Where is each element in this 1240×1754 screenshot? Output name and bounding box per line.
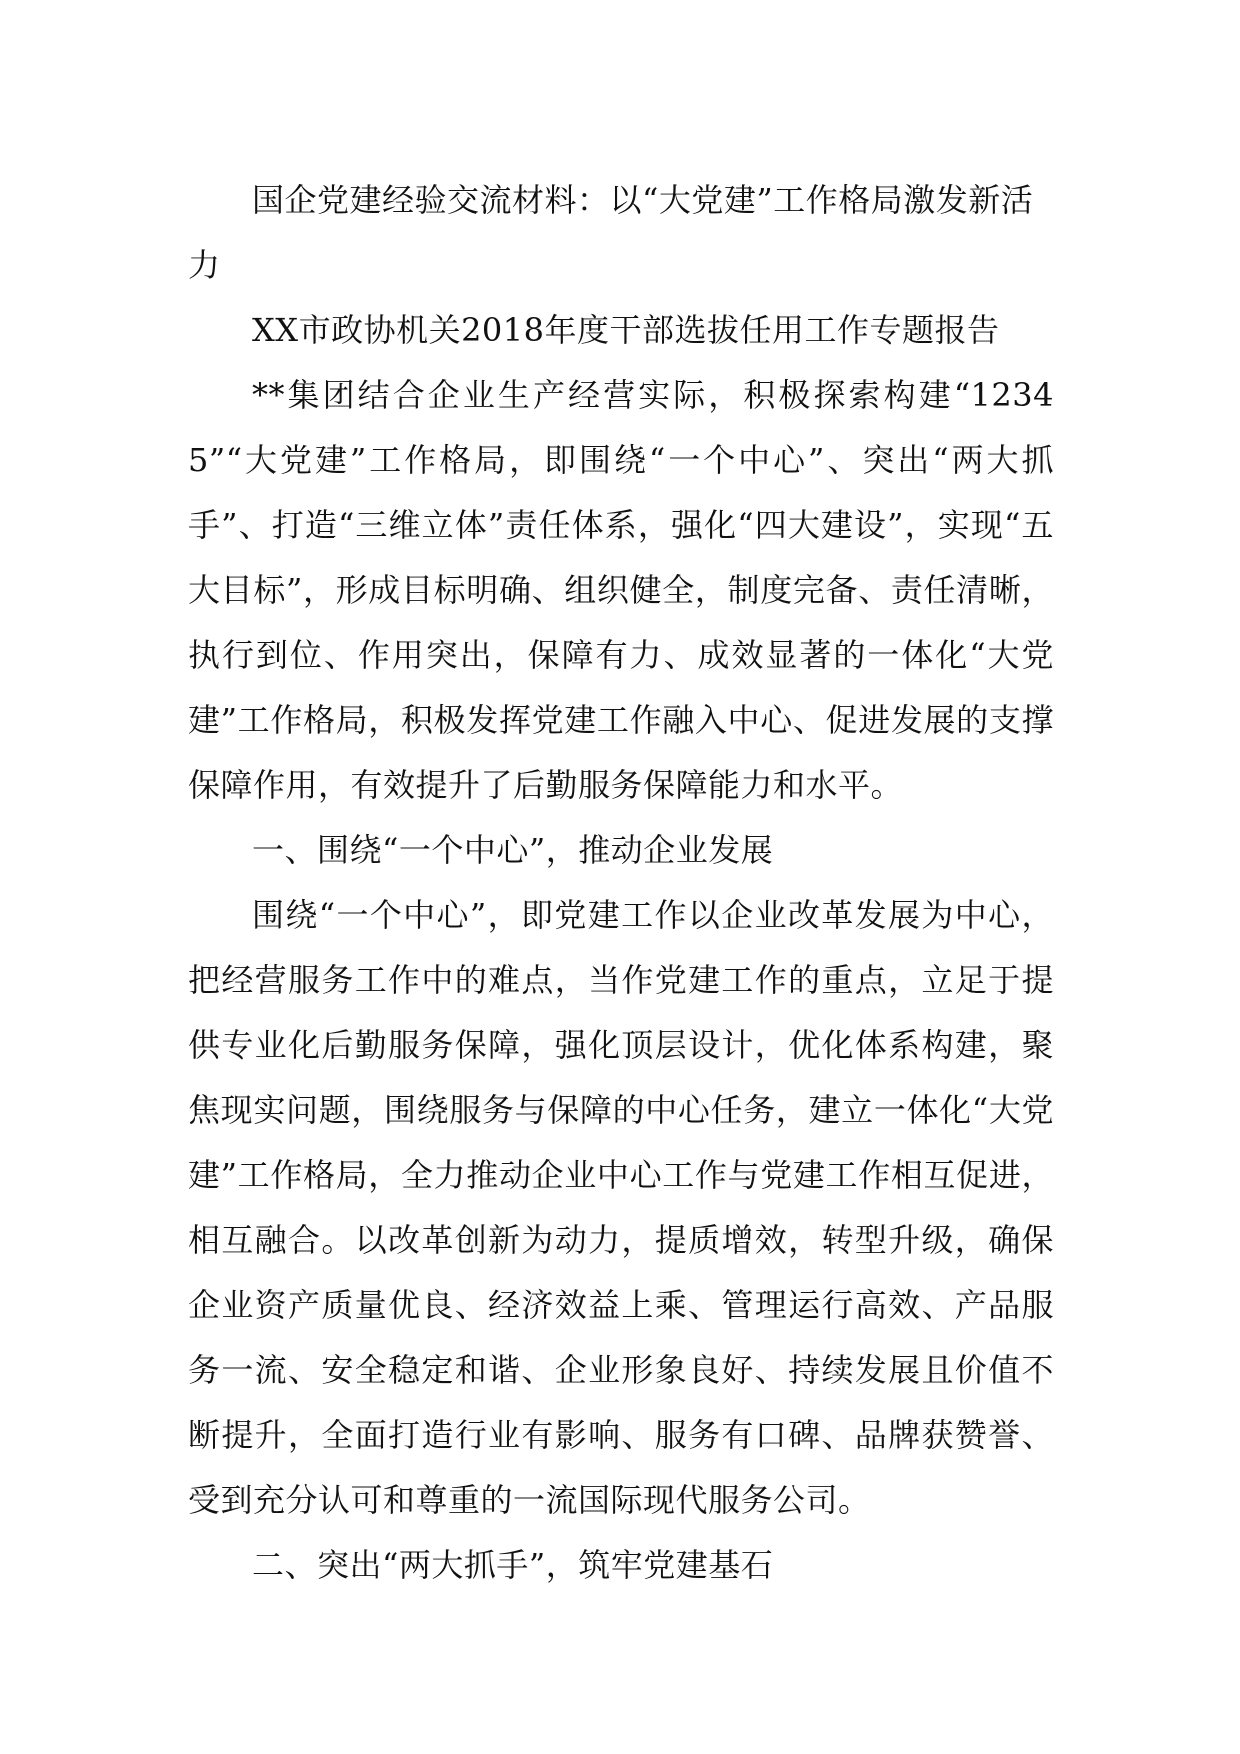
section-1-heading: 一、围绕“一个中心”，推动企业发展 — [252, 831, 774, 869]
document-title: 国企党建经验交流材料：以“大党建”工作格局激发新活力 — [188, 181, 1034, 284]
document-body — [188, 168, 1054, 1598]
intro-paragraph: **集团结合企业生产经营实际，积极探索构建“12345”“大党建”工作格局，即围绕“一个中心”、突出“两大抓手”、打造“三维立体”责任体系，强化“四大建设”，实现“五大目标”，形成目标明确、组织健全，制度完备、责任清晰，执行到位、作用突出，保障有力、成效显著的一体化“大党建”工作格局，积极发挥党建工作融入中心、促进发展的支撑保障作用，有效提升了后勤服务保障能力和水平。 — [188, 376, 1054, 804]
document-subtitle: XX市政协机关2018年度干部选拔任用工作专题报告 — [252, 311, 1000, 349]
section-1-paragraph: 围绕“一个中心”，即党建工作以企业改革发展为中心，把经营服务工作中的难点，当作党建工作的重点，立足于提供专业化后勤服务保障，强化顶层设计，优化体系构建，聚焦现实问题，围绕服务与保障的中心任务，建立一体化“大党建”工作格局，全力推动企业中心工作与党建工作相互促进，相互融合。以改革创新为动力，提质增效，转型升级，确保企业资产质量优良、经济效益上乘、管理运行高效、产品服务一流、安全稳定和谐、企业形象良好、持续发展且价值不断提升，全面打造行业有影响、服务有口碑、品牌获赞誉、受到充分认可和尊重的一流国际现代服务公司。 — [188, 896, 1054, 1519]
section-2-heading: 二、突出“两大抓手”，筑牢党建基石 — [252, 1546, 774, 1584]
